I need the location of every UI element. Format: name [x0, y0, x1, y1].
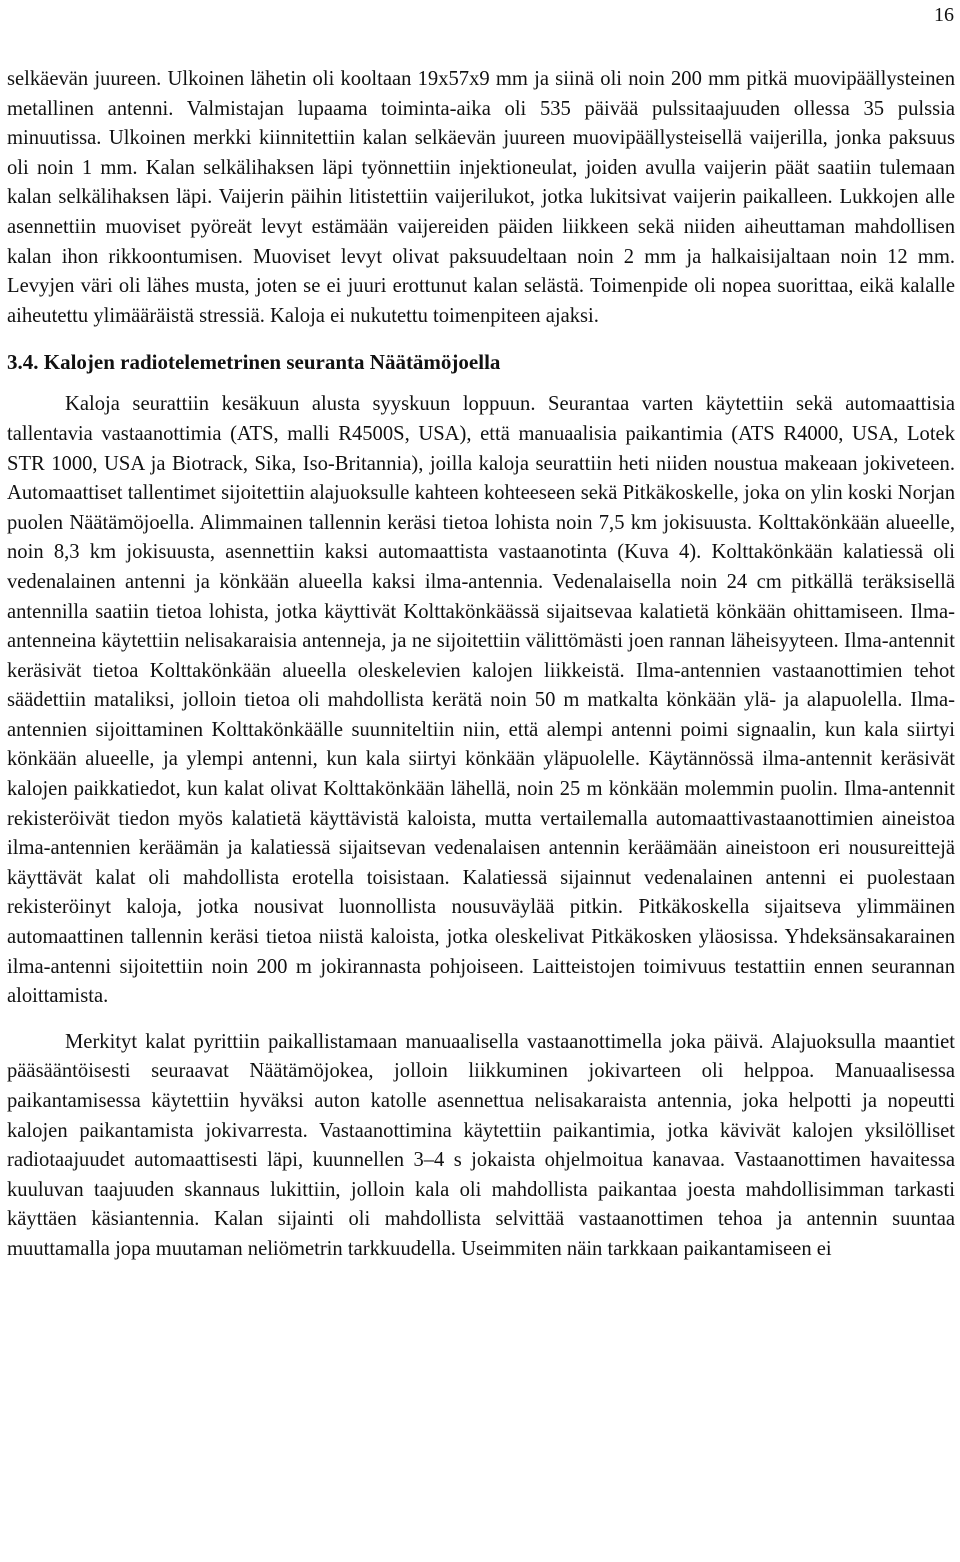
paragraph-tagging-method: selkäevän juureen. Ulkoinen lähetin oli kooltaan 19x57x9 mm ja siinä oli noin 200 mm pitkä muovipäällysteinen metallinen antenni. Valmistajan lupaama toiminta-aika oli 535 päivää pulssitaajuuden ollessa 35 pulssia minuutissa. Ulkoinen merkki kiinnitettiin kalan selkäevän juureen muovipäällysteisellä vaijerilla, jonka paksuus oli noin 1 mm. Kalan selkälihaksen läpi työnnettiin injektioneulat, joiden avulla vaijerin päät saatiin tulemaan kalan selkälihaksen läpi. Vaijerin päihin litistettiin vaijerilukot, jotka lukitsivat vaijerin paikalleen. Lukkojen alle asennettiin muoviset pyöreät levyt estämään vaijereiden päiden liikkeen sekä niiden aiheuttaman mahdollisen kalan ihon rikkoontumisen. Muoviset levyt olivat paksuudeltaan noin 2 mm ja halkaisijaltaan noin 12 mm. Levyjen väri oli lähes musta, joten se ei juuri erottunut kalan selästä. Toimenpide oli nopea suorittaa, eikä kalalle aiheutettu ylimääräistä stressiä. Kaloja ei nukutettu toimenpiteen ajaksi.: [7, 68, 955, 327]
paragraph-manual-positioning: Merkityt kalat pyrittiin paikallistamaan manuaalisella vastaanottimella joka päivä. Alajuoksulla maantiet pääsääntöisesti seuraavat Näätämöjokea, jolloin liikkuminen jokivarteen oli helppoa. Manuaalisessa paikantamisessa käytettiin hyväksi auton katolle asennettua nelisakaraista antennia, joka helpotti ja nopeutti kalojen paikantamista jokivarresta. Vastaanottimina käytettiin paikantimia, jotka kävivät kalojen yksilölliset radiotaajuudet automaattisesti läpi, kuunnellen 3–4 s jokaista ohjelmoitua kanavaa. Vastaanottimen havaitessa kuuluvan taajuuden skannaus lukittiin, jolloin kala oli mahdollista paikantaa joesta mahdollisimman tarkasti käyttäen käsiantennia. Kalan sijainti oli mahdollista selvittää vastaanottimen tehoa ja antennin suuntaa muuttamalla jopa muutaman neliömetrin tarkkuudella. Useimmiten näin tarkkaan paikantamiseen ei: [7, 1030, 955, 1260]
paragraph-gap: [7, 1012, 955, 1028]
paragraph-tracking-equipment: Kaloja seurattiin kesäkuun alusta syyskuun loppuun. Seurantaa varten käytettiin sekä automaattisia tallentavia vastaanottimia (ATS, malli R4500S, USA), että manuaalisia paikantimia (ATS R4000, USA, Lotek STR 1000, USA ja Biotrack, Sika, Iso-Britannia), joilla kaloja seurattiin heti niiden noustua makeaan jokiveteen. Automaattiset tallentimet sijoitettiin alajuoksulle kahteen kohteeseen sekä Pitkäkoskelle, joka on ylin koski Norjan puolen Näätämöjoella. Alimmainen tallennin keräsi tietoa lohista noin 7,5 km jokisuusta. Kolttakönkään alueelle, noin 8,3 km jokisuusta, asennettiin kaksi automaattista vastaanotinta (Kuva 4). Kolttakönkään kalatiessä oli vedenalainen antenni ja könkään alueella kaksi ilma-antennia. Vedenalaisella noin 24 cm pitkällä teräksisellä antennilla saatiin tietoa lohista, jotka käyttivät Kolttakönkäässä sijaitsevaa kalatietä könkään ohittamiseen. Ilma-antenneina käytettiin nelisakaraisia antenneja, ja ne sijoitettiin välittömästi joen rannan läheisyyteen. Ilma-antennit keräsivät tietoa Kolttakönkään alueella oleskelevien kalojen liikkeistä. Ilma-antennien vastaanottimien tehot säädettiin mataliksi, jolloin tietoa oli mahdollista kerätä noin 50 m matkalta könkään ylä- ja alapuolella. Ilma-antennien sijoittaminen Kolttakönkäälle suunniteltiin niin, että alempi antenni poimi signaalin, kun kala siirtyi könkään alueelle, ja ylempi antenni, kun kala siirtyi könkään yläpuolelle. Käytännössä ilma-antennit keräsivät kalojen paikkatiedot, kun kalat olivat Kolttakönkään lähellä, noin 25 m könkään molemmin puolin. Ilma-antennit rekisteröivät tiedon myös kalatietä käyttävistä kaloista, mutta vertailemalla automaattivastaanottimien aineistoa ilma-antennien keräämän ja kalatiessä sijaitsevan vedenalaisen antennin keräämään aineistoon eri nousureittejä käyttävät kalat oli mahdollista erotella toisistaan. Kalatiessä sijainnut vedenalainen antenni ei puolestaan rekisteröinyt kaloja, jotka nousivat luonnollista nousuväylää pitkin. Pitkäkoskella sijaitseva ylimmäinen automaattinen tallennin keräsi tietoa niistä kaloista, jotka oleskelivat Pitkäkosken yläosissa. Yhdeksänsakarainen ilma-antenni sijoitettiin noin 200 m jokirannasta pohjoiseen. Laitteistojen toimivuus testattiin ennen seurannan aloittamista.: [7, 393, 955, 1008]
section-heading: 3.4. Kalojen radiotelemetrinen seuranta Näätämöjoella: [7, 350, 501, 375]
document-body: [7, 65, 955, 1265]
page-number: 16: [934, 4, 954, 26]
